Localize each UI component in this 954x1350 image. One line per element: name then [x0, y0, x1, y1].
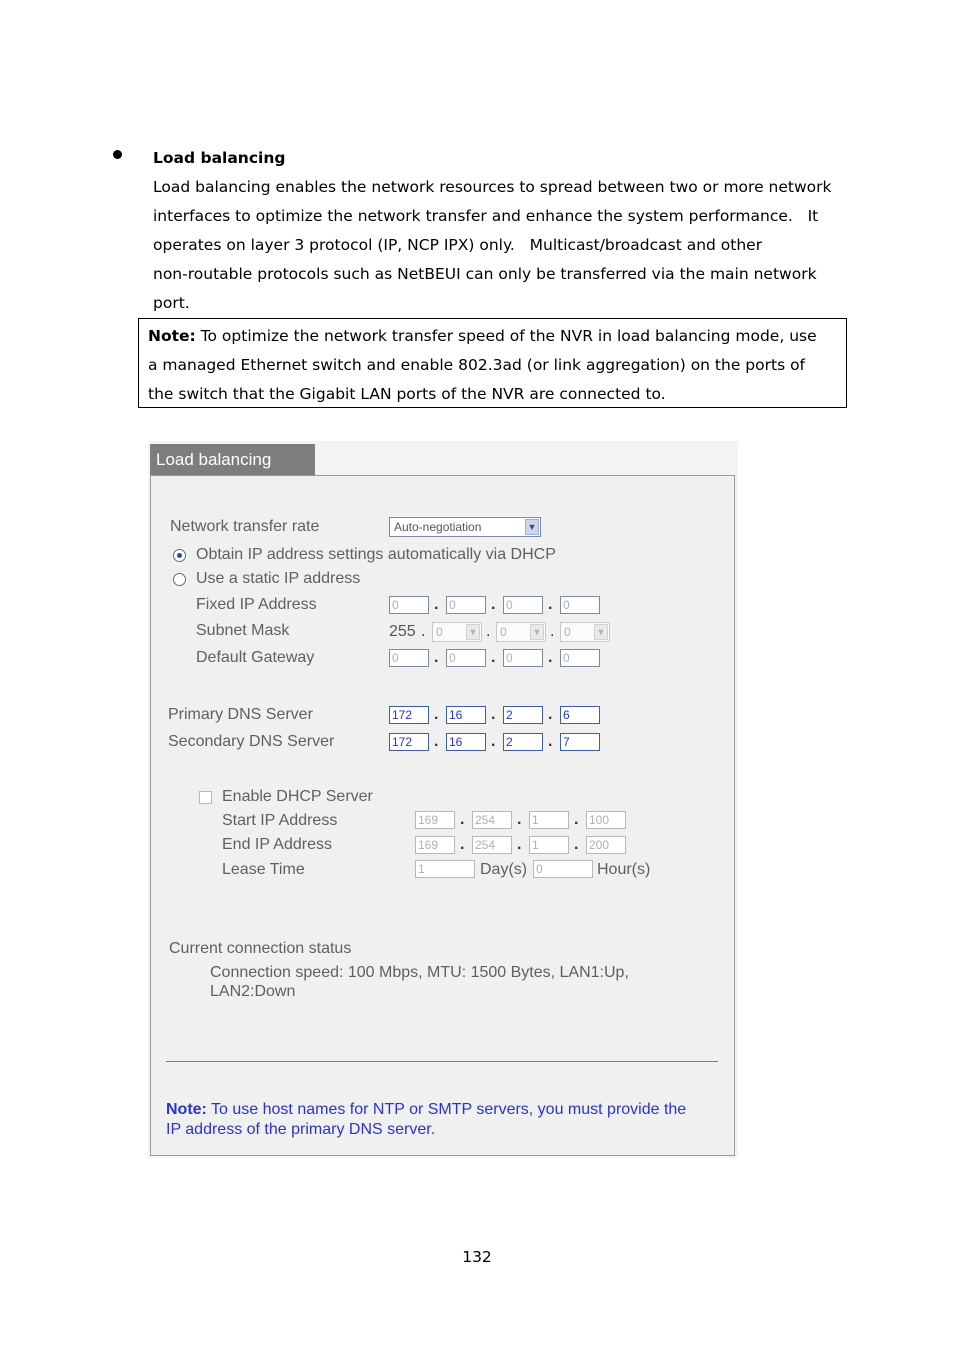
fixed-ip-label: Fixed IP Address	[196, 596, 317, 613]
static-option-label: Use a static IP address	[196, 570, 361, 587]
lease-hours-input[interactable]: 0	[533, 860, 593, 878]
enable-dhcp-checkbox[interactable]	[199, 791, 212, 804]
panel-tab-title: Load balancing	[150, 444, 315, 475]
connection-status-label: Current connection status	[169, 940, 352, 957]
ip-separator: .	[548, 706, 553, 723]
subnet-first-octet: 255	[389, 623, 416, 640]
end-ip-octet-3[interactable]: 1	[529, 836, 569, 854]
ip-separator: .	[421, 623, 426, 640]
secondary-dns-octet-3[interactable]: 2	[503, 733, 543, 751]
ip-separator: .	[548, 596, 553, 613]
dhcp-radio[interactable]	[173, 549, 186, 562]
fixed-ip-octet-3[interactable]: 0	[503, 596, 543, 614]
note-line: a managed Ethernet switch and enable 802.3ad (or link aggregation) on the ports of	[148, 356, 806, 374]
dns-note-label: Note:	[166, 1101, 207, 1118]
gateway-octet-4[interactable]: 0	[560, 649, 600, 667]
subnet-octet-value: 0	[564, 625, 571, 639]
dns-note-text: To use host names for NTP or SMTP servers, you must provide the	[206, 1101, 687, 1118]
ip-separator: .	[434, 596, 439, 613]
ip-separator: .	[434, 733, 439, 750]
ip-separator: .	[460, 811, 465, 828]
ip-separator: .	[486, 623, 491, 640]
end-ip-octet-1[interactable]: 169	[415, 836, 455, 854]
paragraph-line: operates on layer 3 protocol (IP, NCP IPX) only. Multicast/broadcast and other	[153, 236, 763, 254]
subnet-octet-3-select[interactable]	[496, 622, 546, 642]
ip-separator: .	[517, 811, 522, 828]
secondary-dns-label: Secondary DNS Server	[168, 733, 335, 750]
subnet-octet-2-select[interactable]	[432, 622, 482, 642]
fixed-ip-octet-2[interactable]: 0	[446, 596, 486, 614]
ip-separator: .	[550, 623, 555, 640]
primary-dns-octet-2[interactable]: 16	[446, 706, 486, 724]
end-ip-octet-4[interactable]: 200	[586, 836, 626, 854]
paragraph-line: non-routable protocols such as NetBEUI can only be transferred via the main network	[153, 265, 817, 283]
note-line	[148, 322, 840, 351]
default-gateway-label: Default Gateway	[196, 649, 315, 666]
start-ip-octet-3[interactable]: 1	[529, 811, 569, 829]
gateway-octet-2[interactable]: 0	[446, 649, 486, 667]
end-ip-label: End IP Address	[222, 836, 332, 853]
secondary-dns-octet-2[interactable]: 16	[446, 733, 486, 751]
transfer-rate-select[interactable]	[389, 517, 541, 537]
ip-separator: .	[460, 836, 465, 853]
fixed-ip-octet-4[interactable]: 0	[560, 596, 600, 614]
subnet-octet-value: 0	[436, 625, 443, 639]
secondary-dns-octet-1[interactable]: 172	[389, 733, 429, 751]
section-heading: Load balancing	[153, 149, 286, 167]
ip-separator: .	[548, 733, 553, 750]
ip-separator: .	[434, 706, 439, 723]
chevron-down-icon: ▼	[525, 519, 539, 535]
start-ip-octet-2[interactable]: 254	[472, 811, 512, 829]
note-line: the switch that the Gigabit LAN ports of the NVR are connected to.	[148, 385, 666, 403]
ip-separator: .	[517, 836, 522, 853]
paragraph-line: Load balancing enables the network resources to spread between two or more network	[153, 178, 832, 196]
paragraph-line: port.	[153, 294, 190, 312]
paragraph-line: interfaces to optimize the network transfer and enhance the system performance. It	[153, 207, 819, 225]
bullet-point	[113, 150, 122, 159]
subnet-mask-label: Subnet Mask	[196, 622, 290, 639]
dns-note	[166, 1101, 686, 1119]
chevron-down-icon: ▼	[594, 624, 608, 640]
ip-separator: .	[491, 596, 496, 613]
lease-days-input[interactable]: 1	[415, 860, 475, 878]
primary-dns-octet-1[interactable]: 172	[389, 706, 429, 724]
transfer-rate-label: Network transfer rate	[170, 518, 320, 535]
primary-dns-octet-3[interactable]: 2	[503, 706, 543, 724]
dns-note-line: IP address of the primary DNS server.	[166, 1121, 436, 1138]
enable-dhcp-label: Enable DHCP Server	[222, 788, 373, 805]
connection-status-line: LAN2:Down	[210, 983, 296, 1000]
fixed-ip-octet-1[interactable]: 0	[389, 596, 429, 614]
divider	[166, 1061, 718, 1062]
lease-time-label: Lease Time	[222, 861, 305, 878]
ip-separator: .	[491, 706, 496, 723]
ip-separator: .	[491, 649, 496, 666]
gateway-octet-3[interactable]: 0	[503, 649, 543, 667]
end-ip-octet-2[interactable]: 254	[472, 836, 512, 854]
subnet-octet-4-select[interactable]	[560, 622, 610, 642]
body-paragraph	[153, 173, 843, 318]
dhcp-option-label: Obtain IP address settings automatically via DHCP	[196, 546, 556, 563]
start-ip-label: Start IP Address	[222, 812, 338, 829]
chevron-down-icon: ▼	[466, 624, 480, 640]
note-text: To optimize the network transfer speed of the NVR in load balancing mode, use	[195, 327, 817, 345]
ip-separator: .	[434, 649, 439, 666]
transfer-rate-value: Auto-negotiation	[394, 520, 482, 534]
connection-status-line: Connection speed: 100 Mbps, MTU: 1500 Bytes, LAN1:Up,	[210, 964, 629, 981]
days-unit-label: Day(s)	[480, 861, 528, 878]
ip-separator: .	[574, 836, 579, 853]
hours-unit-label: Hour(s)	[597, 861, 651, 878]
static-ip-radio[interactable]	[173, 573, 186, 586]
chevron-down-icon: ▼	[530, 624, 544, 640]
ip-separator: .	[491, 733, 496, 750]
page-number: 132	[462, 1248, 492, 1266]
start-ip-octet-1[interactable]: 169	[415, 811, 455, 829]
note-label: Note:	[148, 327, 196, 345]
primary-dns-octet-4[interactable]: 6	[560, 706, 600, 724]
secondary-dns-octet-4[interactable]: 7	[560, 733, 600, 751]
note-box	[138, 318, 847, 408]
ip-separator: .	[574, 811, 579, 828]
start-ip-octet-4[interactable]: 100	[586, 811, 626, 829]
primary-dns-label: Primary DNS Server	[168, 706, 313, 723]
gateway-octet-1[interactable]: 0	[389, 649, 429, 667]
subnet-octet-value: 0	[500, 625, 507, 639]
ip-separator: .	[548, 649, 553, 666]
